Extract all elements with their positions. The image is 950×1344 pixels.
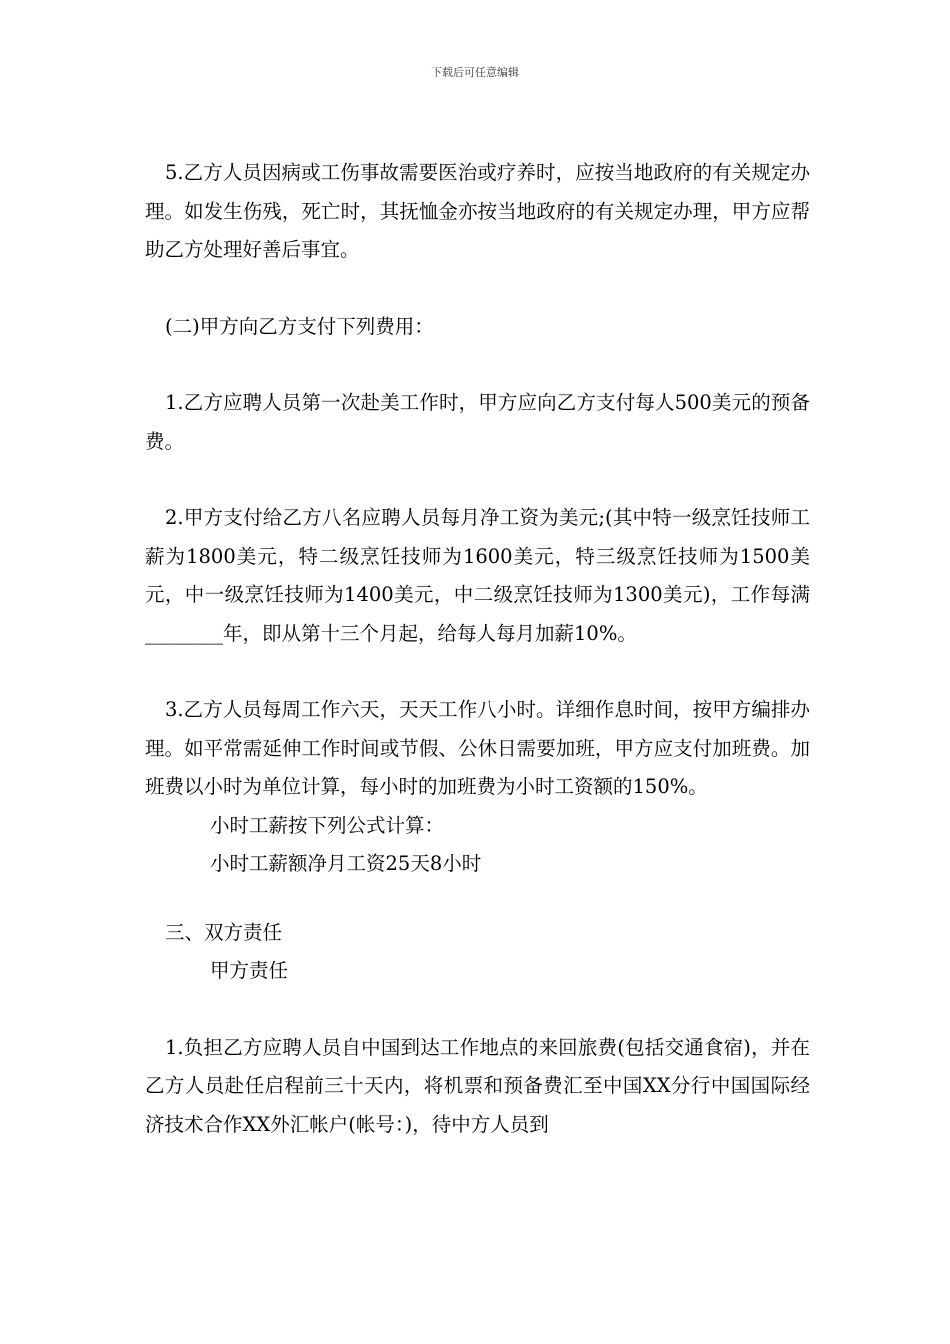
subheading-party-a: 甲方责任 (210, 959, 289, 982)
paragraph-monthly-salary: 2.甲方支付给乙方八名应聘人员每月净工资为美元;(其中特一级烹饪技师工薪为1800美元，特二级烹饪技师为1600美元，特三级烹饪技师为1500美元，中一级烹饪技师为1400美元，中二级烹饪技师为1300美元)，工作每满________年，即从第十三个月起，给每人每月加薪10%。 (145, 506, 810, 645)
section-heading-payments: (二)甲方向乙方支付下列费用： (165, 314, 434, 338)
document-body (145, 154, 810, 1144)
paragraph-working-hours: 3.乙方人员每周工作六天，天天工作八小时。详细作息时间，按甲方编排办理。如平常需延伸工作时间或节假、公休日需要加班，甲方应支付加班费。加班费以小时为单位计算，每小时的加班费为小时工资额的150%。 (145, 698, 810, 798)
formula-line: 小时工薪额净月工资25天8小时 (210, 852, 482, 875)
paragraph-injury-clause: 5.乙方人员因病或工伤事故需要医治或疗养时，应按当地政府的有关规定办理。如发生伤残，死亡时，其抚恤金亦按当地政府的有关规定办理，甲方应帮助乙方处理好善后事宜。 (145, 161, 810, 261)
formula-intro: 小时工薪按下列公式计算： (210, 813, 445, 837)
paragraph-preparation-fee: 1.乙方应聘人员第一次赴美工作时，甲方应向乙方支付每人500美元的预备费。 (145, 391, 810, 453)
page-header: 下载后可任意编辑 (431, 66, 519, 79)
section-heading-responsibilities: 三、双方责任 (165, 920, 283, 944)
paragraph-travel-expenses: 1.负担乙方应聘人员自中国到达工作地点的来回旅费(包括交通食宿)，并在乙方人员赴任启程前三十天内，将机票和预备费汇至中国XX分行中国国际经济技术合作XX外汇帐户(帐号：)，待中方人员到 (145, 1035, 810, 1136)
